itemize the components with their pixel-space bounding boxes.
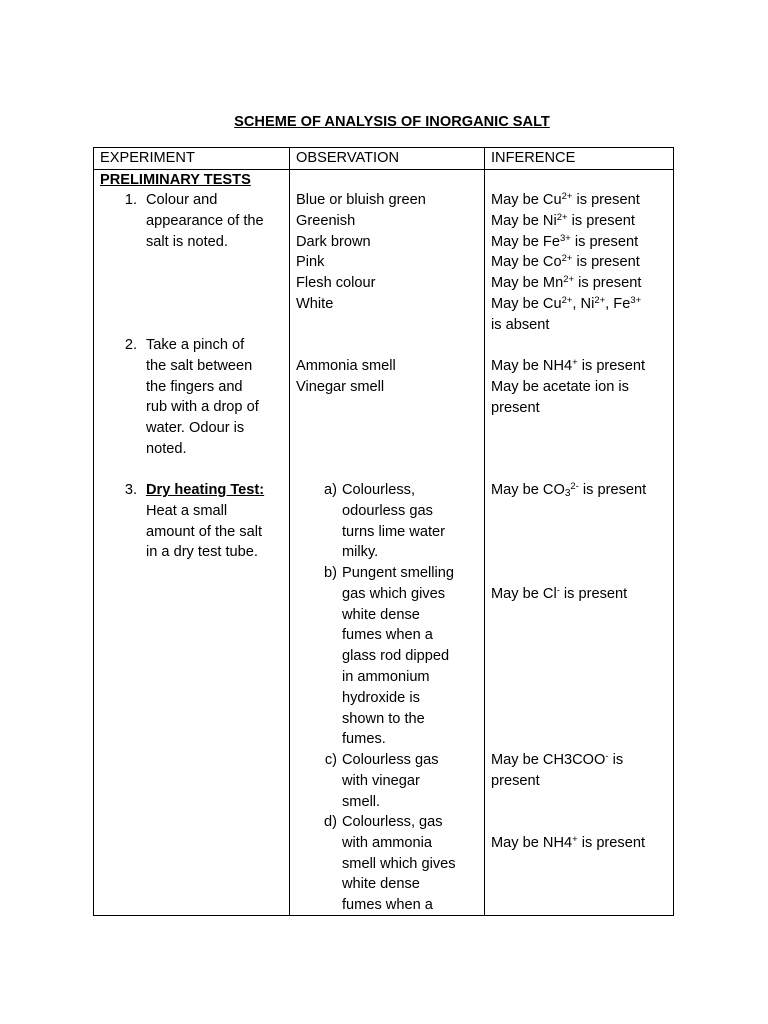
observation-line: Vinegar smell: [296, 378, 385, 395]
observation-line: Dark brown: [296, 233, 371, 250]
document-title: SCHEME OF ANALYSIS OF INORGANIC SALT: [234, 114, 550, 130]
analysis-table: [93, 147, 674, 916]
observation-line: White: [296, 295, 334, 312]
observation-letter: c): [324, 752, 337, 768]
inference-line: May be $Fe^{3+}$ is present: [491, 232, 639, 250]
test-number: 3.: [124, 482, 137, 498]
inference-ammonium: May be NH4+ is present: [491, 834, 645, 851]
test-1-inferences: [491, 190, 641, 336]
inference-chloride: May be Cl- is present: [491, 585, 628, 602]
inference-line: present: [491, 399, 540, 416]
inference-carbonate: May be $CO_3^{2-}$ is present: [491, 481, 647, 499]
test-3-text: Dry heating Test: Heat a small amount of the salt in a dry test tube.: [146, 482, 265, 561]
observation-line: Ammonia smell: [296, 358, 396, 374]
test-1-text: Colour and appearance of the salt is noted.: [146, 192, 264, 250]
observation-b: Pungent smelling gas which gives white dense fumes when a glass rod dipped in ammonium hydroxide is shown to the fumes.: [342, 565, 454, 748]
inference-line: is absent: [491, 316, 550, 333]
test-3-heading: Dry heating Test:: [146, 482, 265, 498]
test-2-observations: [296, 356, 396, 398]
observation-line: Pink: [296, 254, 325, 271]
inference-line: May be $Co^{2+}$ is present: [491, 253, 640, 271]
test-2-text: Take a pinch of the salt between the fingers and rub with a drop of water. Odour is noted.: [146, 337, 259, 457]
header-observation: OBSERVATION: [296, 150, 399, 166]
section-heading: PRELIMINARY TESTS: [100, 172, 251, 188]
inference-line: May be $Cu^{2+}$, $Ni^{2+}$, $Fe^{3+}$: [491, 294, 642, 312]
header-experiment: EXPERIMENT: [100, 150, 195, 166]
inference-line: May be NH4+ is present: [491, 357, 645, 374]
observation-line: Greenish: [296, 212, 356, 229]
observation-c: Colourless gas with vinegar smell.: [342, 752, 439, 810]
column-divider: [289, 148, 290, 915]
inference-line: May be $Cu^{2+}$ is present: [491, 191, 640, 208]
test-1-observations: [296, 190, 426, 315]
inference-acetate: May be CH3COO- is present: [491, 751, 624, 789]
test-number: 2.: [124, 337, 137, 353]
test-number: 1.: [124, 192, 137, 208]
header-inference: INFERENCE: [491, 150, 576, 166]
inference-line: May be $Ni^{2+}$ is present: [491, 211, 635, 229]
observation-line: Flesh colour: [296, 275, 376, 292]
observation-d: Colourless, gas with ammonia smell which gives white dense fumes when a: [342, 814, 456, 914]
observation-a: Colourless, odourless gas turns lime water milky.: [342, 482, 445, 561]
observation-line: Blue or bluish green: [296, 192, 426, 208]
observation-letter: b): [324, 565, 337, 581]
test-2-inferences: [491, 356, 645, 418]
observation-letter: a): [324, 482, 337, 498]
inference-line: May be acetate ion is: [491, 378, 629, 395]
observation-letter: d): [324, 814, 337, 830]
inference-line: May be $Mn^{2+}$ is present: [491, 274, 642, 292]
column-divider: [484, 148, 485, 915]
